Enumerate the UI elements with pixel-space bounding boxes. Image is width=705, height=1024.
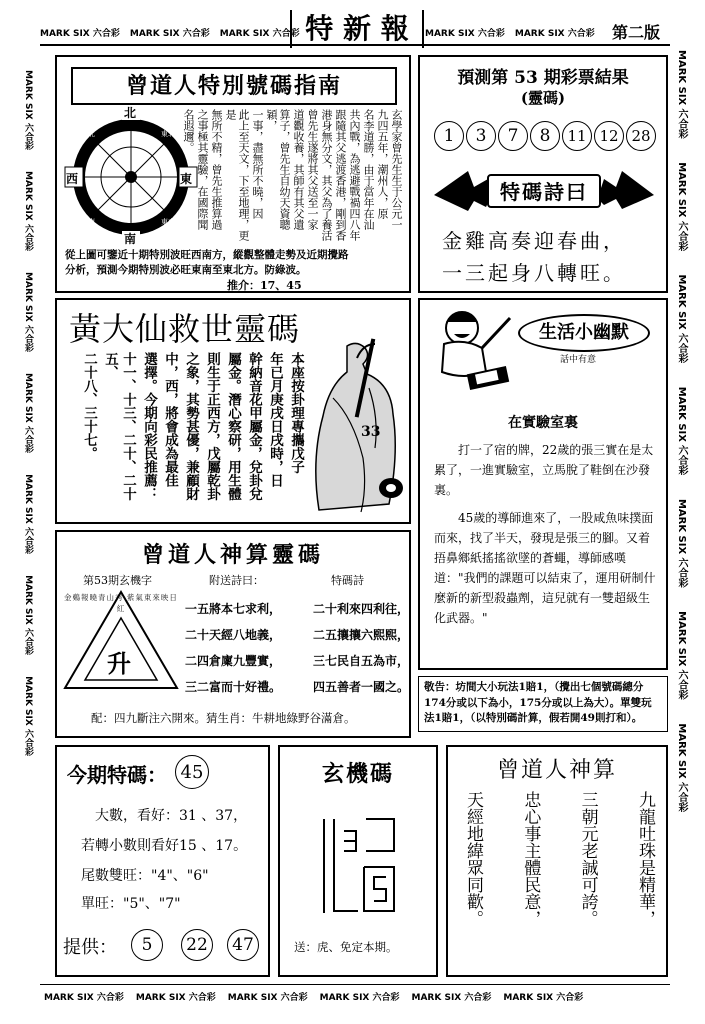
couplet-cell: 三七民自五為市， [312,654,409,668]
bio-column: 無所不精，曾先生推算過 [210,109,223,230]
huang-columns [73,352,305,520]
banner-text: MARK SIX 六合彩 [219,29,300,39]
huang-column: 年已月庚戌日戌時，日 [267,352,283,487]
today-line-2: 若轉小數則看好15 、17。 [81,838,248,854]
left-banner: MARK SIX 六合彩 MARK SIX 六合彩 MARK SIX 六合彩 MARK SIX 六合彩 MARK SIX 六合彩 MARK SIX 六合彩 MARK SIX 六合彩 [23,70,33,756]
xuanji-title: 玄機碼 [321,761,394,787]
guide-title: 曾道人特別號碼指南 [71,67,397,105]
today-special-number: 45 [175,755,209,789]
couplet-cell: 三二富而十好禮。 [185,680,282,694]
provide-number: 5 [131,929,163,961]
huang-column: 選擇。今期向彩民推薦： [141,352,157,501]
top-banner-right [425,26,605,40]
result-number: 12 [594,121,624,151]
bio-column: 玄學家曾先生生于公元一 [390,109,403,230]
huang-column: 中，西，將會成為最佳 [162,352,178,487]
suan-title: 曾道人神算 [496,758,617,783]
bio-column: 名遐邇。 [182,109,195,153]
xuanji-panel [278,745,438,977]
result-number: 1 [434,121,464,151]
today-line-3: 尾數雙旺："4"、"6" [81,868,209,884]
notice-text: 敬告：坊間大小玩法1賠1，（攪出七個號碼總分174分或以下為小，175分或以上為大）。單雙玩法1賠1，（以特別碼計算，假若開49則打和）。 [424,681,652,724]
provide-number: 47 [227,929,259,961]
huang-column: 二十八、三十七。 [81,352,97,460]
bottom-banner [44,990,670,1004]
banner-text: MARK SIX 六合彩 [319,993,400,1003]
banner-text: MARK SIX 六合彩 [40,29,120,39]
shen-title: 曾道人神算靈碼 [141,542,324,568]
guide-note-1: 從上圖可鑒近十期特別波旺西南方，縱觀整體走勢及近期攪路 [65,249,349,261]
xuanji-glyph [318,811,402,921]
humor-subtitle: 話中有意 [560,355,597,365]
result-number: 8 [530,121,560,151]
compass-west: 西 [66,172,79,186]
guide-recommend: 推介：17、45 [227,279,302,292]
suan-column: 三朝元老誠可誇。 [577,791,598,927]
top-banner [40,26,300,40]
today-line-1: 大數，看好：31 、37， [95,808,248,824]
banner-text: MARK SIX 六合彩 [44,993,124,1003]
huang-title: 黃大仙救世靈碼 [69,310,301,348]
couplet-cell: 四五善者一國之。 [312,680,409,694]
suan-column: 忠心事主體民意， [520,791,541,927]
provide-number: 22 [181,929,213,961]
poem-line-2: 一三起身八轉旺。 [442,261,626,285]
huang-column: 幹納音花甲屬金，兌卦兌 [246,352,262,501]
result-panel [418,55,668,293]
result-number: 3 [466,121,496,151]
notice-panel [418,676,668,732]
banner-text: MARK SIX 六合彩 [227,993,308,1003]
bio-column: 一事，盡無所不曉，因 [251,109,264,219]
seal-text: 金鷄報曉青山秀 紫氣東來映日紅 [64,593,178,613]
compass-nw: 西北 [81,130,95,138]
page-title: 特 新 報 [290,10,424,48]
banner-text: MARK SIX 六合彩 [129,29,210,39]
humor-panel [418,298,668,670]
couplet-cell: 二四倉廩九豐實， [185,654,282,668]
shen-code-poem: 特碼詩 [331,574,364,587]
banner-text: MARK SIX 六合彩 [503,993,584,1003]
bio-column: 港身無分文，其父為了養活 [320,109,333,241]
banner-text: MARK SIX 六合彩 [425,29,505,39]
huang-column: 十一、十三、二十、二十五、 [102,352,136,501]
result-number: 28 [626,121,656,151]
guide-panel [55,55,411,293]
bio-column: 算子，曾先生自幼天資聰穎， [265,109,291,230]
today-panel [55,745,270,977]
humor-title: 生活小幽默 [518,314,650,352]
huang-column: 本座按卦理專攜戊子 [288,352,304,474]
compass-east: 東 [180,172,193,186]
couplet-cell: 二五攘攘六熙熙， [312,628,409,642]
footer-rule [40,984,670,985]
result-numbers [434,121,658,151]
xuanji-footer: 送：虎、免定本期。 [294,940,398,954]
suan-column: 九龍吐珠是精華， [634,791,655,927]
result-subtitle: (靈碼) [520,89,566,107]
compass-ne: 東北 [161,130,175,138]
right-banner: MARK SIX 六合彩 MARK SIX 六合彩 MARK SIX 六合彩 MARK SIX 六合彩 MARK SIX 六合彩 MARK SIX 六合彩 MARK SIX 六合彩 [676,50,687,813]
humor-heading: 在實驗室裏 [508,415,578,431]
suan-panel [446,745,668,977]
seal-character: 升 [107,649,131,678]
shen-footer: 配：四九斷注六開來。猜生肖：牛耕地綠野谷滿倉。 [91,711,356,725]
header-rule [40,44,670,46]
couplet-cell: 一五將本七求利， [185,602,282,616]
bio-column: 之事極其靈驗，在國際聞 [196,109,209,230]
huang-column: 屬金。潛心察研，用生體 [225,352,241,501]
humor-paragraph-1: 打一了宿的牌，22歲的張三實在是太累了，一進實驗室，立馬脫了鞋倒在沙發裏。 [434,443,654,497]
compass-north: 北 [124,106,137,120]
provide-label: 提供： [63,937,117,958]
bio-column: 名李道勝，由于當年在汕 [362,109,375,230]
huang-badge: 33 [361,424,381,440]
couplet-table [185,596,409,700]
result-number: 7 [498,121,528,151]
bio-column: 曾先生遂將其父送至一家 [306,109,319,230]
suan-column: 天經地緯眾同歡。 [463,791,483,927]
deity-figure [303,338,407,518]
cartoon-man-illustration [432,308,524,394]
bio-column: 道觀收養，其師有其父遺 [292,109,305,230]
poem-title: 特碼詩曰 [500,180,588,204]
couplet-cell: 二十利來四利往， [312,602,409,616]
banner-text: MARK SIX 六合彩 [135,993,216,1003]
shen-panel [55,530,411,738]
bio-column: 跟隨其父逃渡香港，剛到香 [334,109,347,241]
banner-text: MARK SIX 六合彩 [411,993,492,1003]
compass-south: 南 [124,232,137,246]
guide-note-2: 分析，預測今期特別波必旺東南至東北方。防綠波。 [65,264,307,276]
bio-column: 九四五年，潮州人，原 [376,109,389,219]
shen-poem-label: 附送詩曰： [209,574,264,587]
today-line-4: 單旺："5"、"7" [81,896,181,912]
huang-panel [55,298,411,524]
edition-label: 第二版 [612,23,661,42]
banner-text: MARK SIX 六合彩 [514,29,595,39]
couplet-cell: 二十天經八地義， [185,628,282,642]
huang-column: 之象，其勢甚優，兼顧財 [183,352,199,501]
result-title: 預測第 53 期彩票結果 [457,68,629,88]
bio-column: 共內戰，為逃避戰禍四八年 [348,109,361,241]
shen-period: 第53期玄機字 [83,574,152,587]
bio-column: 此上至天文，下至地理，更是 [224,109,250,241]
compass-se: 東南 [161,218,175,226]
humor-paragraph-2: 45歲的導師進來了，一股咸魚味撲面而來，找了半天，發現是張三的腳。又着捂鼻鄉紙搖搖欲墜的蒼蠅，導師感嘆道："我們的課題可以結束了，運用研制什麼新的新型殺蟲劑，這兒就有一雙超級生化武器。" [434,511,656,625]
suan-columns [462,791,656,971]
poem-line-1: 金雞高奏迎春曲， [442,229,626,253]
today-title: 今期特碼： [67,763,167,787]
result-number: 11 [562,121,592,151]
compass-sw: 西南 [81,218,95,226]
huang-column: 則生于正西方，戊屬乾卦 [204,352,220,501]
guide-bio [182,109,403,241]
